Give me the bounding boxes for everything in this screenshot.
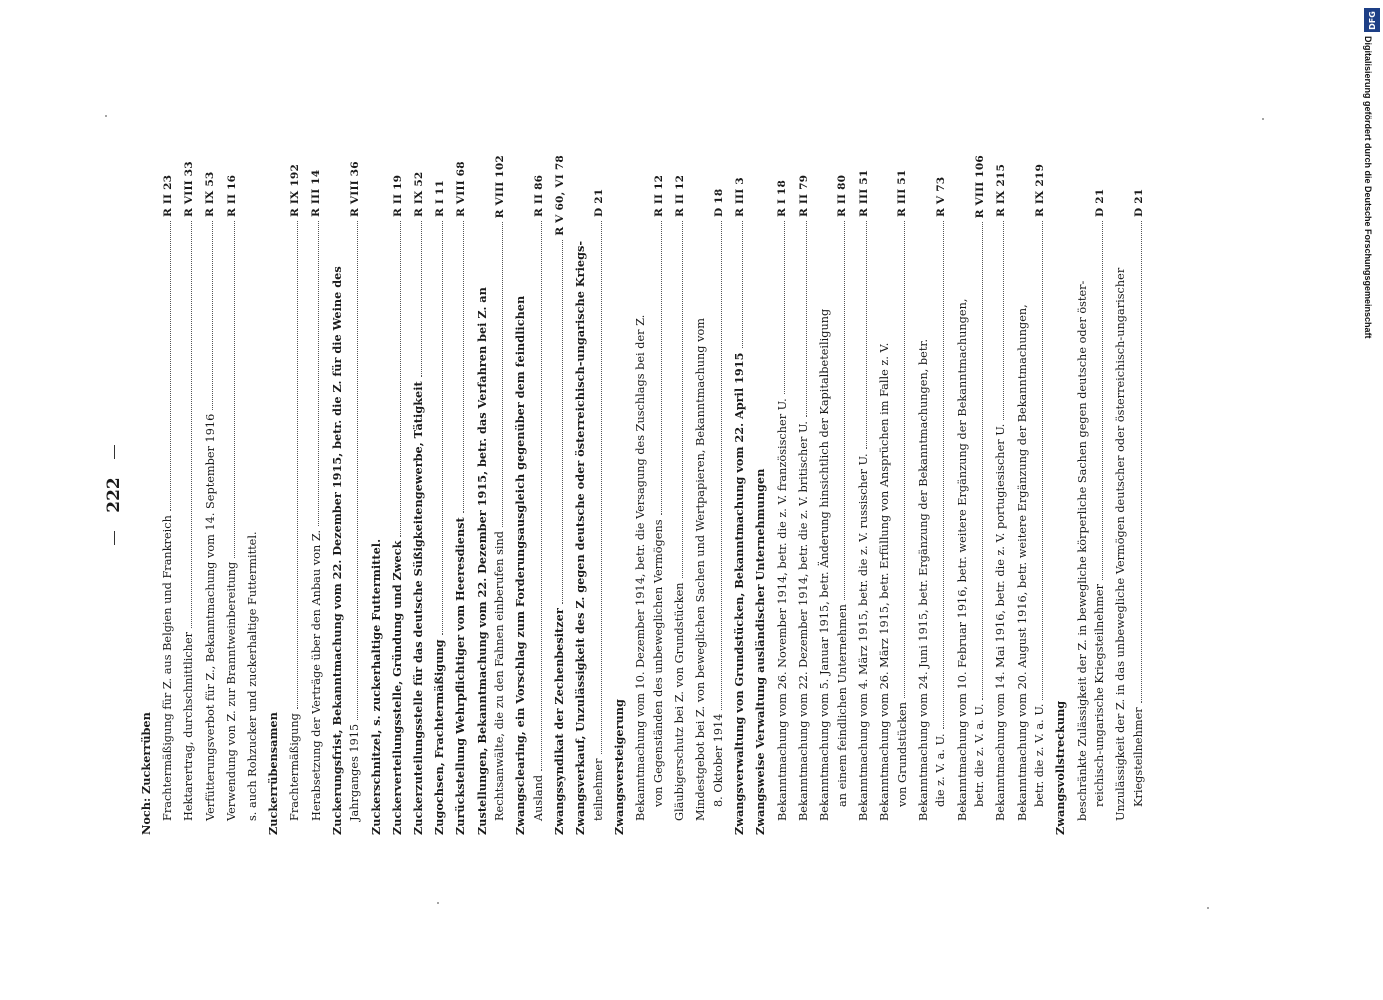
- index-entry: [268, 155, 280, 835]
- index-entry-text: Zwangsclearing, ein Vorschlag zum Forderungsausgleich gegenüber dem feindlichen: [513, 295, 528, 835]
- index-entry: [474, 155, 489, 835]
- page-header-dash-right: [114, 445, 115, 459]
- index-entry-continuation: [494, 155, 506, 835]
- dot-leader: [904, 221, 905, 698]
- index-entry-continuation: [1034, 155, 1046, 835]
- index-entry-text: Zwangsversteigerung: [612, 699, 627, 835]
- index-entry-text: Mindestgebot bei Z. von beweglichen Sachen und Wertpapieren, Bekanntmachung vom: [694, 317, 708, 821]
- dot-leader: [562, 240, 563, 604]
- index-entry: [575, 155, 587, 835]
- index-entry-continuation-text: von Gegenständen des unbeweglichen Vermögens: [652, 519, 665, 807]
- dot-leader: [400, 221, 401, 537]
- index-entry-reference: R VIII 106: [973, 155, 986, 219]
- dot-leader: [421, 221, 422, 377]
- index-entry-continuation-text: Kriegsteilnehmer: [1132, 707, 1145, 807]
- index-entry-continuation-text: reichisch-ungarische Kriegsteilnehmer: [1093, 584, 1107, 807]
- index-entry-reference: R II 12: [673, 174, 686, 217]
- index-entry-text: Zustellungen, Bekanntmachung vom 22. Dezember 1915, betr. das Verfahren bei Z. an: [474, 287, 489, 835]
- index-entry: [695, 155, 707, 835]
- index-entry-text: Hektarertrag, durchschnittlicher: [182, 631, 196, 821]
- index-entry: [205, 155, 217, 835]
- index-entry-text: Zuckerverteilungsstelle, Gründung und Zweck: [389, 540, 404, 835]
- page-header: [106, 155, 124, 835]
- index-entry-reference: R VIII 36: [349, 161, 362, 217]
- dot-leader: [234, 221, 235, 558]
- index-entry: [1115, 155, 1127, 835]
- index-entry-reference: R II 19: [391, 174, 404, 217]
- dot-leader: [1003, 221, 1004, 420]
- index-entry: [1017, 155, 1029, 835]
- index-entry-continuation: [593, 155, 605, 835]
- index-entry-text: Zuckerrübensamen: [266, 712, 281, 835]
- index-entry-text: Herabsetzung der Verträge über den Anbau von Z.: [309, 529, 323, 821]
- index-entry-continuation-text: Rechtsanwälte, die zu den Fahnen einberufen sind: [493, 530, 507, 821]
- index-entry-text: Zwangsvollstreckung: [1053, 700, 1068, 835]
- dot-leader: [357, 221, 358, 720]
- index-entry-text: Bekanntmachung vom 10. Februar 1916, betr. weitere Ergänzung der Bekanntmachungen,: [955, 298, 969, 821]
- scan-speck: [1207, 907, 1209, 909]
- index-entry: [368, 155, 383, 835]
- index-entry: [674, 155, 686, 835]
- dot-leader: [844, 221, 845, 600]
- index-entry-text: Verfütterungsverbot für Z., Bekanntmachung vom 14. September 1916: [203, 413, 217, 821]
- index-entry-reference: R II 86: [532, 174, 545, 217]
- index-entry-text: Gläubigerschutz bei Z. von Grundstücken: [673, 582, 687, 821]
- index-entry-text: Bekanntmachung vom 4. März 1915, betr. die z. V. russischer U.: [856, 453, 870, 821]
- index-entry: [635, 155, 647, 835]
- index-entry-reference: R V 73: [935, 176, 948, 217]
- index-page-content: [104, 155, 1211, 835]
- page-number: 222: [104, 477, 124, 513]
- index-entry-text: Bekanntmachung vom 5. Januar 1915, betr. Änderung hinsichtlich der Kapitalbeteiligung: [818, 308, 831, 821]
- dot-leader: [661, 221, 662, 515]
- index-entry-text: Unzulässigkeit der Z. in das unbewegliche Vermögen deutscher oder österreichisch-ungarischer: [1114, 267, 1128, 821]
- index-entry-reference: R IX 215: [995, 163, 1008, 217]
- index-entry-reference: R II 80: [836, 174, 849, 217]
- scan-speck: [105, 115, 107, 117]
- index-entry-text: Noch: Zuckerrüben: [139, 712, 153, 835]
- dot-leader: [297, 221, 298, 709]
- dot-leader: [806, 221, 807, 417]
- index-entry-text: Zugochsen, Frachtermäßigung: [432, 639, 447, 835]
- index-entry-reference: R III 51: [857, 169, 870, 217]
- digitization-credit: Digitalisierung gefördert durch die Deutsche Forschungsgemeinschaft: [1363, 36, 1373, 339]
- index-entry-continuation-text: teilnehmer: [592, 758, 605, 821]
- index-entry-continuation: [935, 155, 947, 835]
- index-entry-reference: R II 23: [161, 174, 174, 217]
- index-entry-continuation-text: betr. die z. V. a. U.: [973, 703, 987, 807]
- index-entry: [777, 155, 789, 835]
- index-entry-reference: R II 79: [797, 174, 810, 217]
- dot-leader: [784, 221, 785, 394]
- index-entry-text: Frachtermäßigung für Z. aus Belgien und Frankreich: [161, 515, 175, 821]
- index-entry-continuation: [713, 155, 725, 835]
- dot-leader: [1141, 221, 1142, 703]
- index-entry: [247, 155, 259, 835]
- index-entry-reference: R I 11: [433, 179, 446, 217]
- index-entry: [798, 155, 810, 835]
- index-entry: [183, 155, 195, 835]
- index-entry: [311, 155, 323, 835]
- index-entry-text: Bekanntmachung vom 10. Dezember 1914, betr. die Versagung des Zuschlags bei der Z.: [634, 314, 648, 821]
- dot-leader: [212, 221, 213, 410]
- index-entry: [995, 155, 1007, 835]
- index-entry-text: beschränkte Zulässigkeit der Z. in bewegliche körperliche Sachen gegen deutsche oder öster-: [1075, 280, 1089, 821]
- dot-leader: [318, 221, 319, 526]
- dot-leader: [742, 221, 743, 348]
- dot-leader: [721, 221, 722, 710]
- index-entry: [515, 155, 527, 835]
- index-entry: [755, 155, 767, 835]
- index-entry: [734, 155, 746, 835]
- index-entry-text: Verwendung von Z. zur Branntweinbereitung: [224, 561, 238, 821]
- index-entry: [918, 155, 930, 835]
- index-entry-reference: D 18: [712, 188, 725, 217]
- index-entry-reference: R II 16: [225, 174, 238, 217]
- index-entry: [554, 155, 566, 835]
- index-entry-continuation: [837, 155, 849, 835]
- index-entry-continuation: [1094, 155, 1106, 835]
- index-entry-reference: R VIII 102: [493, 155, 506, 219]
- index-entry-reference: R IX 219: [1033, 163, 1046, 217]
- index-entry: [434, 155, 446, 835]
- index-entry-continuation: [1133, 155, 1145, 835]
- index-entry-reference: R I 18: [776, 179, 789, 217]
- index-entry-continuation-text: die z. V. a. U.: [934, 733, 948, 807]
- scan-speck: [437, 902, 439, 904]
- index-entry: [879, 155, 891, 835]
- index-entry-text: Zwangsverkauf, Unzulässigkeit des Z. gegen deutsche oder österreichisch-ungarische Kriegs-: [573, 240, 588, 835]
- index-entry: [858, 155, 870, 835]
- index-entry-continuation-text: an einem feindlichen Unternehmen: [835, 604, 849, 807]
- index-entry-text: Zwangssyndikat der Zechenbesitzer: [552, 608, 567, 835]
- index-entry-continuation: [349, 155, 361, 835]
- index-entry: [1055, 155, 1067, 835]
- page-header-dash-left: [114, 531, 115, 545]
- index-entry-reference: R IX 52: [412, 171, 425, 217]
- index-entry-text: Bekanntmachung vom 20. August 1916, betr. weitere Ergänzung der Bekanntmachungen,: [1015, 304, 1029, 821]
- index-entry-continuation: [533, 155, 545, 835]
- index-entry: [226, 155, 238, 835]
- dot-leader: [442, 221, 443, 635]
- index-entry-reference: R II 12: [652, 174, 665, 217]
- index-entry-reference: R III 3: [733, 177, 746, 217]
- index-entry-text: Zurückstellung Wehrpflichtiger vom Heeresdienst: [453, 517, 468, 835]
- dot-leader: [866, 221, 867, 449]
- index-entry-text: Bekanntmachung vom 24. Juni 1915, betr. Ergänzung der Bekanntmachungen, betr.: [916, 338, 930, 821]
- index-entry: [614, 155, 626, 835]
- index-entry-continuation-text: Jahrganges 1915: [348, 723, 362, 821]
- index-entry-text: Zwangsweise Verwaltung ausländischer Unternehmungen: [753, 468, 768, 835]
- index-entry: [413, 155, 425, 835]
- index-entry: [389, 155, 404, 835]
- dot-leader: [601, 221, 602, 755]
- index-entry-reference: R IX 53: [204, 171, 217, 217]
- index-entry-text: Bekanntmachung vom 26. November 1914, betr. die z. V. französischer U.: [775, 398, 789, 821]
- index-entry: [957, 155, 969, 835]
- index-entry: [162, 155, 174, 835]
- scan-speck: [1262, 118, 1264, 120]
- index-entry-continuation-text: 8. Oktober 1914: [712, 713, 725, 807]
- index-entry-reference: D 21: [1132, 188, 1145, 217]
- index-entry: [819, 155, 831, 835]
- dot-leader: [682, 221, 683, 578]
- index-entry-text: Zuckerschnitzel, s. zuckerhaltige Futtermittel.: [368, 539, 383, 835]
- index-entry-text: Bekanntmachung vom 22. Dezember 1914, betr. die z. V. britischer U.: [796, 420, 810, 821]
- index-entry-reference: R III 14: [310, 169, 323, 217]
- index-entry: [1077, 155, 1089, 835]
- dot-leader: [170, 221, 171, 511]
- index-entry-reference: R V 60, VI 78: [553, 155, 566, 236]
- index-entry-text: Zuckerzuteilungsstelle für das deutsche Süßigkeitengewerbe, Tätigkeit: [411, 381, 425, 835]
- index-entry-reference: R IX 192: [289, 163, 302, 217]
- index-entry-continuation-text: von Grundstücken: [895, 701, 909, 807]
- dot-leader: [943, 221, 944, 729]
- index-entry-text: Frachtermäßigung: [288, 713, 302, 821]
- index-entry-text: Bekanntmachung vom 26. März 1915, betr. Erfüllung von Ansprüchen im Falle z. V.: [878, 342, 891, 821]
- index-entry-reference: D 21: [592, 188, 605, 217]
- index-entry: [329, 155, 344, 835]
- dfg-logo: DFG: [1364, 8, 1380, 32]
- index-entry-reference: R VIII 33: [183, 161, 196, 217]
- dot-leader: [502, 222, 503, 527]
- dot-leader: [982, 222, 983, 699]
- index-entry-reference: D 21: [1093, 188, 1106, 217]
- index-entry-text: s. auch Rohzucker und zuckerhaltige Futtermittel.: [246, 531, 259, 821]
- index-entry-continuation: [897, 155, 909, 835]
- index-entry-text: Zwangsverwaltung von Grundstücken, Bekanntmachung vom 22. April 1915: [732, 352, 747, 835]
- index-entry-reference: R III 51: [896, 169, 909, 217]
- index-entry: [289, 155, 301, 835]
- index-entry: [141, 155, 153, 835]
- index-entry-text: Zuckerungsfrist, Bekanntmachung vom 22. Dezember 1915, betr. die Z. für die Weine des: [329, 266, 344, 835]
- index-entry-continuation: [974, 155, 986, 835]
- dot-leader: [1042, 221, 1043, 700]
- dot-leader: [463, 221, 464, 513]
- dot-leader: [541, 221, 542, 771]
- index-entry-reference: R VIII 68: [455, 161, 468, 217]
- dot-leader: [1102, 221, 1103, 580]
- index-entry-continuation-text: betr. die z. V. a. U.: [1033, 703, 1047, 807]
- index-entry-continuation: [653, 155, 665, 835]
- index-entry: [455, 155, 467, 835]
- dot-leader: [191, 221, 192, 628]
- index-entry-text: Bekanntmachung vom 14. Mai 1916, betr. die z. V. portugiesischer U.: [994, 423, 1008, 821]
- index-entry-continuation-text: Ausland: [532, 774, 545, 821]
